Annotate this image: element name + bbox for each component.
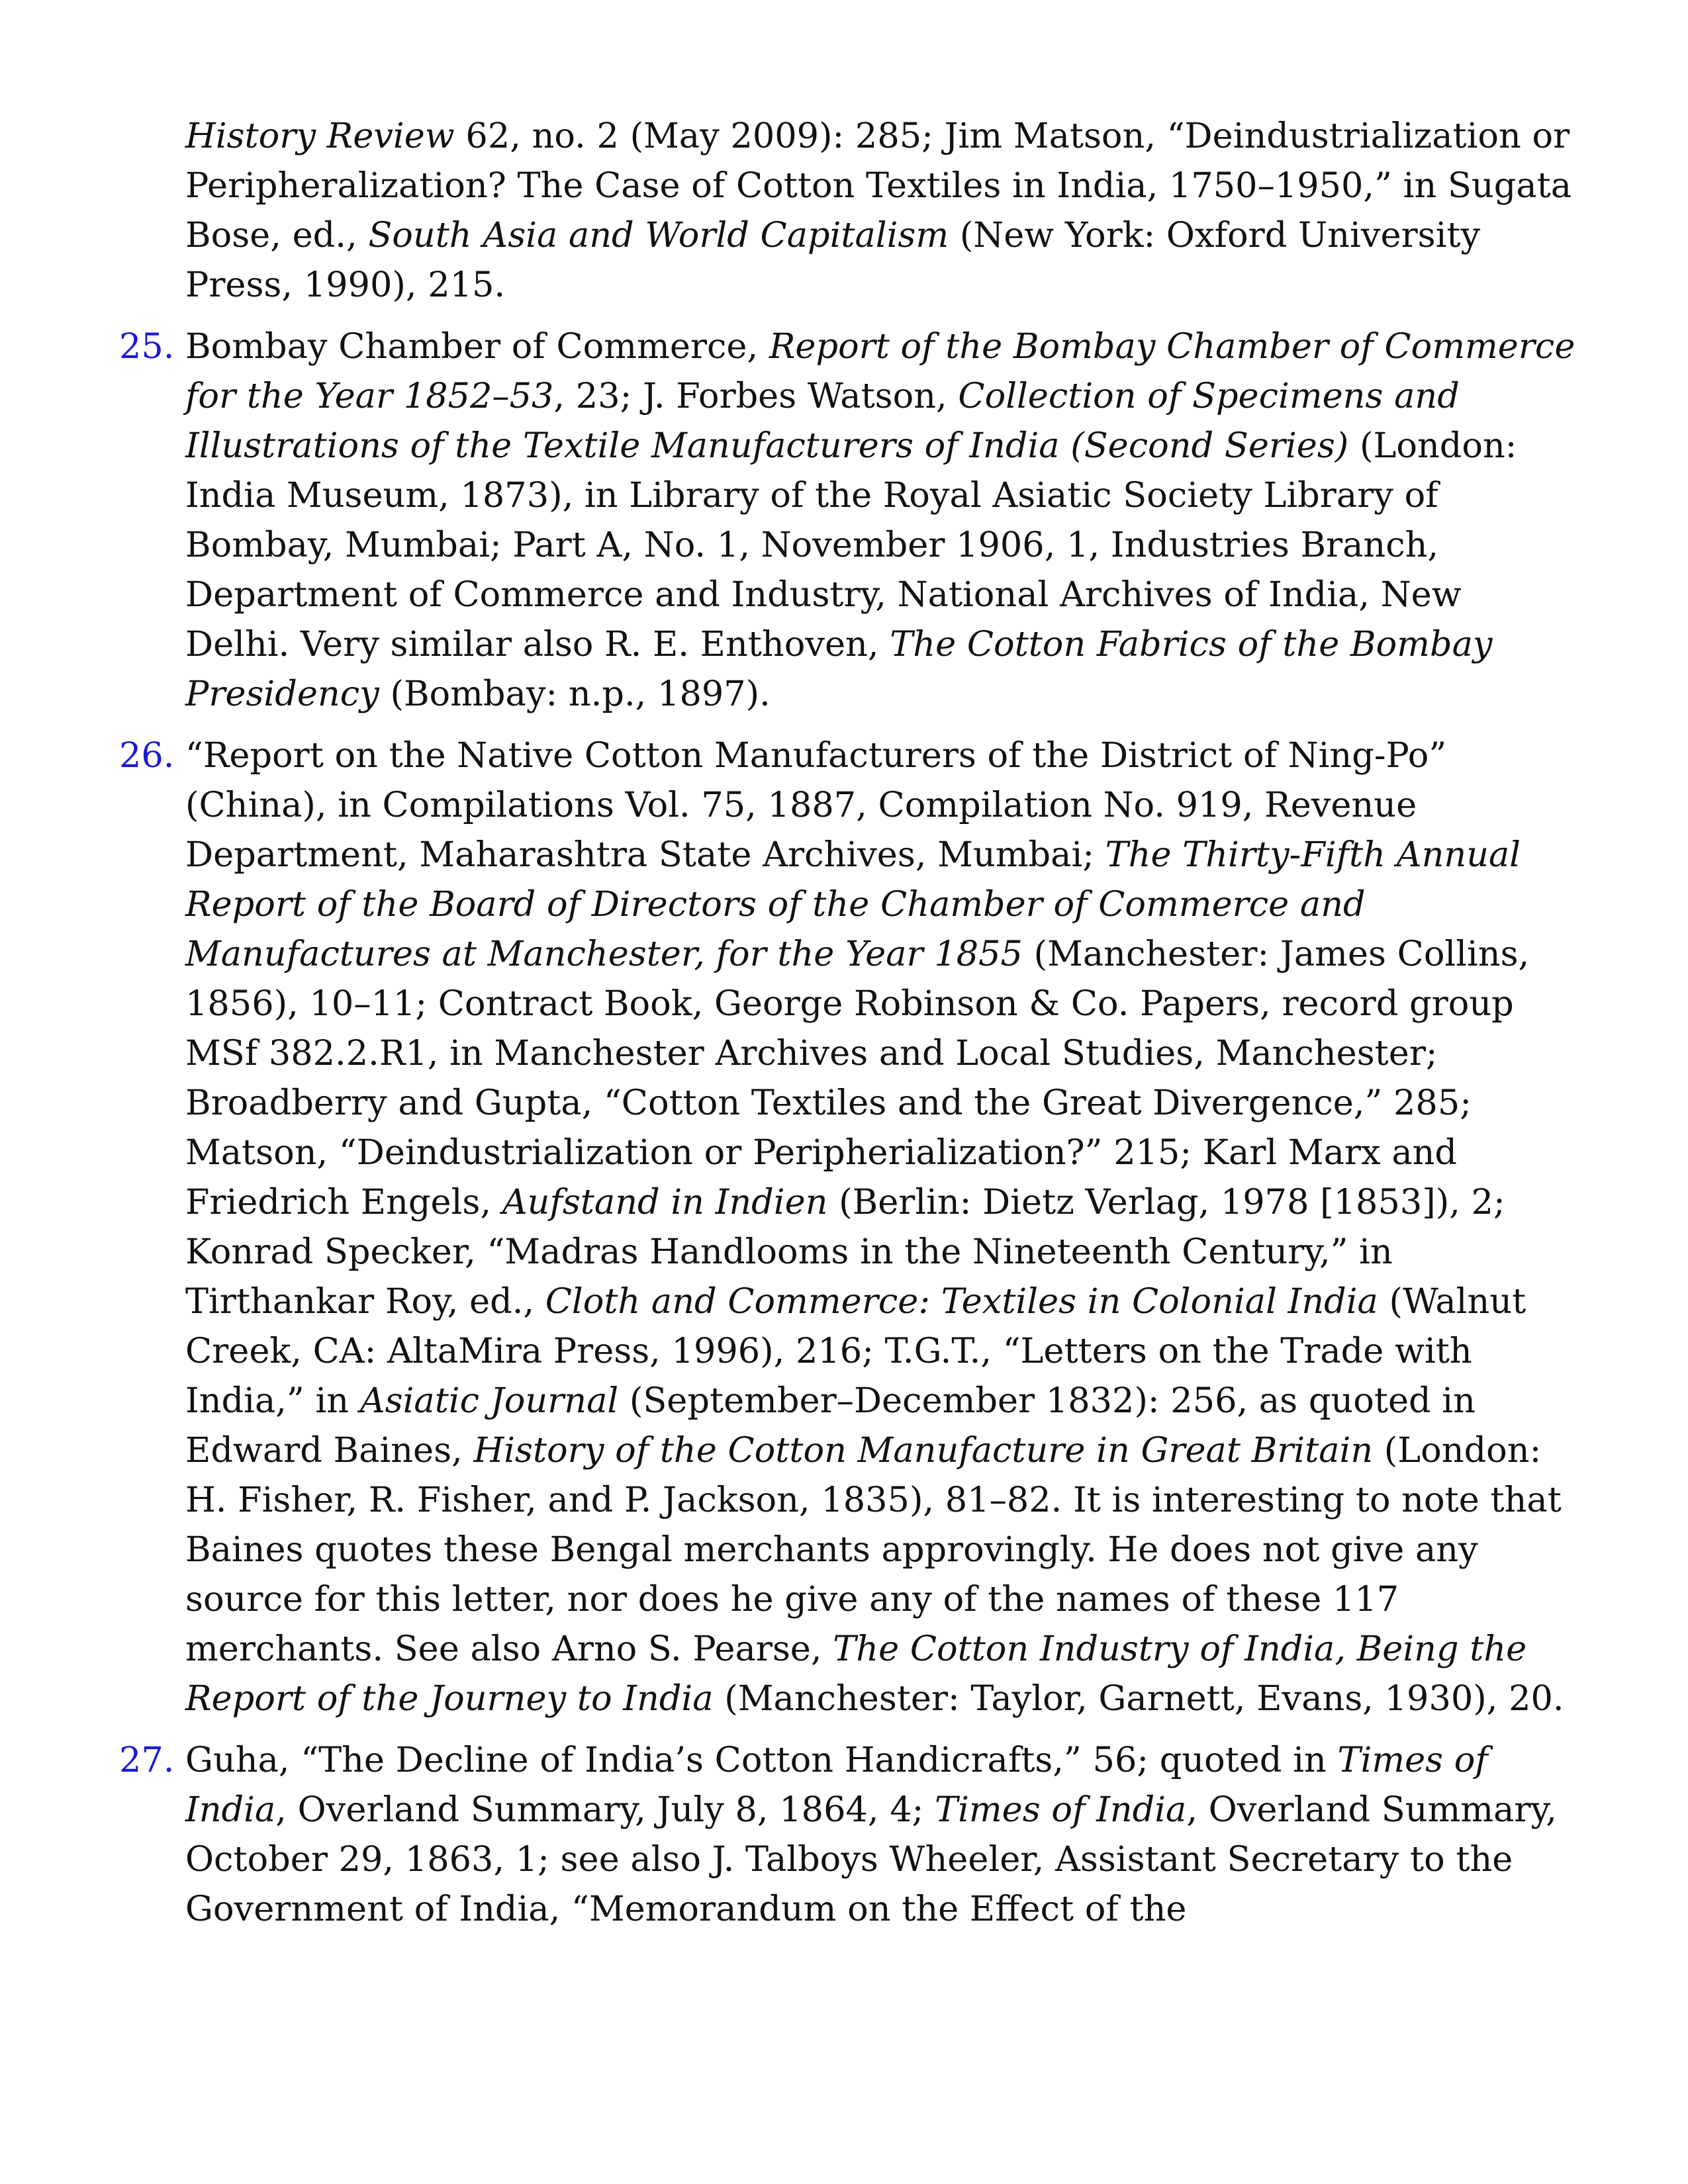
citation-text: , Overland Summary, July 8, 1864, 4; bbox=[275, 1790, 935, 1830]
citation-text: (Walnut Creek, CA: AltaMira Press, 1996), 216; T.G.T., “Letters on the Trade with India,” in bbox=[185, 1281, 1526, 1421]
endnote-number-link[interactable]: 25. bbox=[119, 326, 175, 367]
citation-title: Asiatic Journal bbox=[359, 1381, 619, 1421]
citation-title: The Cotton Industry of India, Being the Report of the Journey to India bbox=[185, 1629, 1527, 1719]
endnotes-list bbox=[119, 111, 1575, 1946]
citation-title: South Asia and World Capitalism bbox=[368, 215, 949, 255]
citation-text: (London: H. Fisher, R. Fisher, and P. Jackson, 1835), 81–82. It is interesting to note that Baines quotes these Bengal merchants approvingly. He does not give any source for this letter, nor does he give any of the names of these 117 merchants. See also Arno S. Pearse, bbox=[185, 1430, 1562, 1669]
citation-text: , 23; J. Forbes Watson, bbox=[553, 376, 959, 416]
citation-text: 62, no. 2 (May 2009): 285; Jim Matson, “Deindustrialization or Peripheralization? The Case of Cotton Textiles in India, 1750–1950,” in Sugata Bose, ed., bbox=[185, 116, 1572, 255]
citation-text: “Report on the Native Cotton Manufacturers of the District of Ning-Po” (China), in Compilations Vol. 75, 1887, Compilation No. 919, Revenue Department, Maharashtra State Archives, Mumbai; bbox=[185, 735, 1447, 875]
citation-text: , Overland Summary, October 29, 1863, 1; see also J. Talboys Wheeler, Assistant Secretary to the Government of India, “Memorandum on the Effect of the bbox=[185, 1790, 1557, 1929]
citation-text: Bombay Chamber of Commerce, bbox=[185, 326, 769, 367]
citation-title: Collection of Specimens and Illustrations of the Textile Manufacturers of India (Second Series) bbox=[185, 376, 1460, 466]
citation-title: Times of India bbox=[185, 1740, 1488, 1830]
citation-title: History of the Cotton Manufacture in Great Britain bbox=[473, 1430, 1374, 1471]
endnote-number-link[interactable]: 27. bbox=[119, 1740, 175, 1780]
endnote-26 bbox=[119, 731, 1575, 1723]
citation-text: (Berlin: Dietz Verlag, 1978 [1853]), 2; Konrad Specker, “Madras Handlooms in the Nineteenth Century,” in Tirthankar Roy, ed., bbox=[185, 1182, 1505, 1322]
citation-text: (London: India Museum, 1873), in Library of the Royal Asiatic Society Library of Bombay, Mumbai; Part A, No. 1, November 1906, 1, Industries Branch, Department of Commerce and Industry, National Archives of India, New Delhi. Very similar also R. E. Enthoven, bbox=[185, 426, 1517, 664]
citation-title: Report of the Bombay Chamber of Commerce for the Year 1852–53 bbox=[185, 326, 1575, 416]
citation-title: The Thirty-Fifth Annual Report of the Board of Directors of the Chamber of Commerce and Manufactures at Manchester, for the Year 1855 bbox=[185, 835, 1521, 974]
endnote-number-link[interactable]: 26. bbox=[119, 735, 175, 776]
citation-text: (Manchester: James Collins, 1856), 10–11; Contract Book, George Robinson & Co. Papers, record group MSf 382.2.R1, in Manchester Archives and Local Studies, Manchester; Broadberry and Gupta, “Cotton Textiles and the Great Divergence,” 285; Matson, “Deindustrialization or Peripherialization?” 215; Karl Marx and Friedrich Engels, bbox=[185, 934, 1530, 1222]
citation-title: History Review bbox=[185, 116, 455, 156]
endnote-25 bbox=[119, 322, 1575, 719]
citation-title: Cloth and Commerce: Textiles in Colonial India bbox=[545, 1281, 1378, 1322]
citation-title: The Cotton Fabrics of the Bombay Presidency bbox=[185, 624, 1493, 714]
endnote-continuation bbox=[119, 111, 1575, 310]
citation-title: Times of India bbox=[935, 1790, 1187, 1830]
citation-text: (Bombay: n.p., 1897). bbox=[379, 674, 771, 714]
citation-text: (September–December 1832): 256, as quoted in Edward Baines, bbox=[185, 1381, 1476, 1471]
citation-text: (New York: Oxford University Press, 1990), 215. bbox=[185, 215, 1481, 305]
citation-title: Aufstand in Indien bbox=[502, 1182, 828, 1222]
citation-text: Guha, “The Decline of India’s Cotton Handicrafts,” 56; quoted in bbox=[185, 1740, 1338, 1780]
endnote-27 bbox=[119, 1735, 1575, 1934]
citation-text: (Manchester: Taylor, Garnett, Evans, 1930), 20. bbox=[713, 1678, 1564, 1719]
